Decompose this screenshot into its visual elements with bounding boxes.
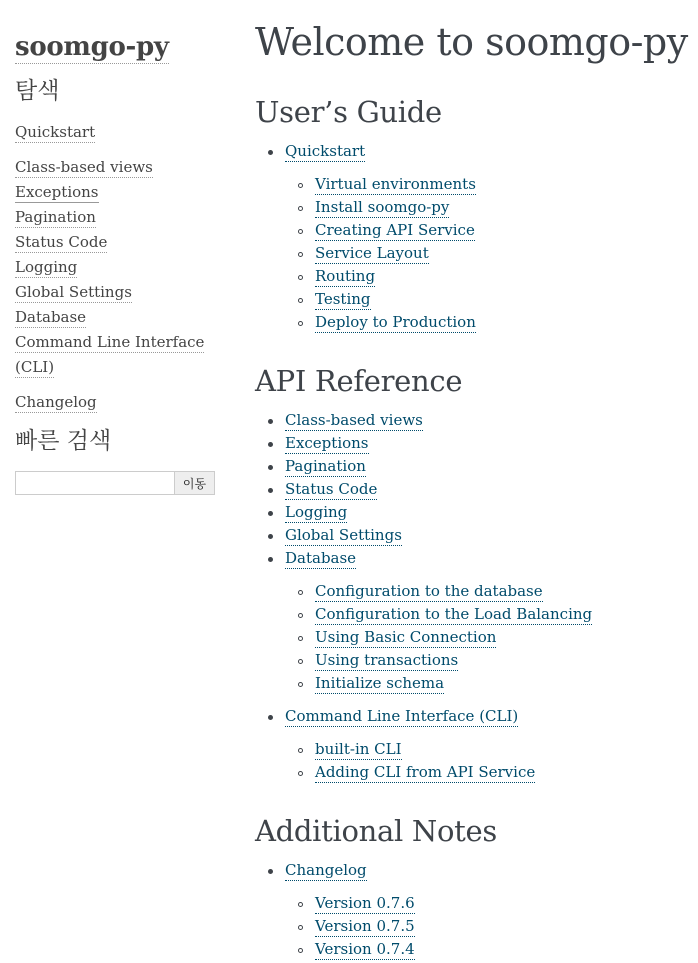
toc-link[interactable]: Quickstart [285,142,366,160]
toc-sublink[interactable]: Version 0.7.5 [315,917,415,935]
toc-sublink[interactable]: Configuration to the database [315,582,543,600]
toc-sublink[interactable]: Using Basic Connection [315,628,497,646]
sidebar-link-exceptions[interactable]: Exceptions [15,183,99,201]
toc-link[interactable]: Changelog [285,861,367,879]
bullet-icon [268,557,273,562]
toc-sublink[interactable]: Using transactions [315,651,459,669]
circle-bullet-icon [298,229,303,234]
bullet-icon [268,488,273,493]
search-form [15,471,215,495]
circle-bullet-icon [298,613,303,618]
bullet-icon [268,715,273,720]
bullet-icon [268,419,273,424]
toc-sublink[interactable]: Initialize schema [315,674,445,692]
circle-bullet-icon [298,321,303,326]
page-title: Welcome to soomgo-py [255,20,688,64]
toc-sublink[interactable]: Creating API Service [315,221,475,239]
sidebar-link-changelog[interactable]: Changelog [15,393,97,411]
circle-bullet-icon [298,771,303,776]
sidebar-link-class-based-views[interactable]: Class-based views [15,158,153,176]
toc-link[interactable]: Status Code [285,480,378,498]
toc-sublink[interactable]: Service Layout [315,244,429,262]
toc-link[interactable]: Global Settings [285,526,402,544]
circle-bullet-icon [298,206,303,211]
search-heading: 빠른 검색 [15,428,112,454]
toc-sublink[interactable]: Testing [315,290,371,308]
circle-bullet-icon [298,590,303,595]
toc-sublink[interactable]: Install soomgo-py [315,198,450,216]
search-input[interactable] [15,471,175,495]
toc-sublink[interactable]: Deploy to Production [315,313,476,331]
bullet-icon [268,150,273,155]
toc-sublink[interactable]: built-in CLI [315,740,402,758]
toc-link[interactable]: Pagination [285,457,366,475]
toc-sublink[interactable]: Version 0.7.4 [315,940,415,958]
sidebar-link-quickstart[interactable]: Quickstart [15,123,96,141]
circle-bullet-icon [298,183,303,188]
toc-sublink[interactable]: Virtual environments [315,175,476,193]
circle-bullet-icon [298,659,303,664]
circle-bullet-icon [298,902,303,907]
sidebar-link-cli-cont[interactable]: (CLI) [15,358,55,376]
circle-bullet-icon [298,275,303,280]
section-heading-api-reference: API Reference [255,364,463,398]
nav-heading: 탐색 [15,78,60,104]
toc-link[interactable]: Database [285,549,357,567]
sidebar-link-logging[interactable]: Logging [15,258,78,276]
circle-bullet-icon [298,948,303,953]
sidebar-link-status-code[interactable]: Status Code [15,233,108,251]
sidebar-link-database[interactable]: Database [15,308,87,326]
toc-link[interactable]: Exceptions [285,434,369,452]
toc-sublink[interactable]: Routing [315,267,376,285]
circle-bullet-icon [298,925,303,930]
bullet-icon [268,511,273,516]
circle-bullet-icon [298,252,303,257]
toc-link[interactable]: Command Line Interface (CLI) [285,707,519,725]
logo-link[interactable]: soomgo-py [15,32,169,62]
sidebar-link-pagination[interactable]: Pagination [15,208,96,226]
toc-sublink[interactable]: Adding CLI from API Service [315,763,536,781]
search-go-button[interactable]: 이동 [175,471,215,495]
bullet-icon [268,442,273,447]
bullet-icon [268,465,273,470]
toc-sublink[interactable]: Version 0.7.6 [315,894,415,912]
bullet-icon [268,534,273,539]
bullet-icon [268,869,273,874]
circle-bullet-icon [298,636,303,641]
toc-sublink[interactable]: Configuration to the Load Balancing [315,605,593,623]
circle-bullet-icon [298,682,303,687]
circle-bullet-icon [298,748,303,753]
toc-link[interactable]: Class-based views [285,411,423,429]
sidebar-link-cli[interactable]: Command Line Interface [15,333,205,351]
circle-bullet-icon [298,298,303,303]
section-heading-additional-notes: Additional Notes [255,814,497,848]
toc-link[interactable]: Logging [285,503,348,521]
section-heading-users-guide: User’s Guide [255,95,442,129]
sidebar-link-global-settings[interactable]: Global Settings [15,283,132,301]
